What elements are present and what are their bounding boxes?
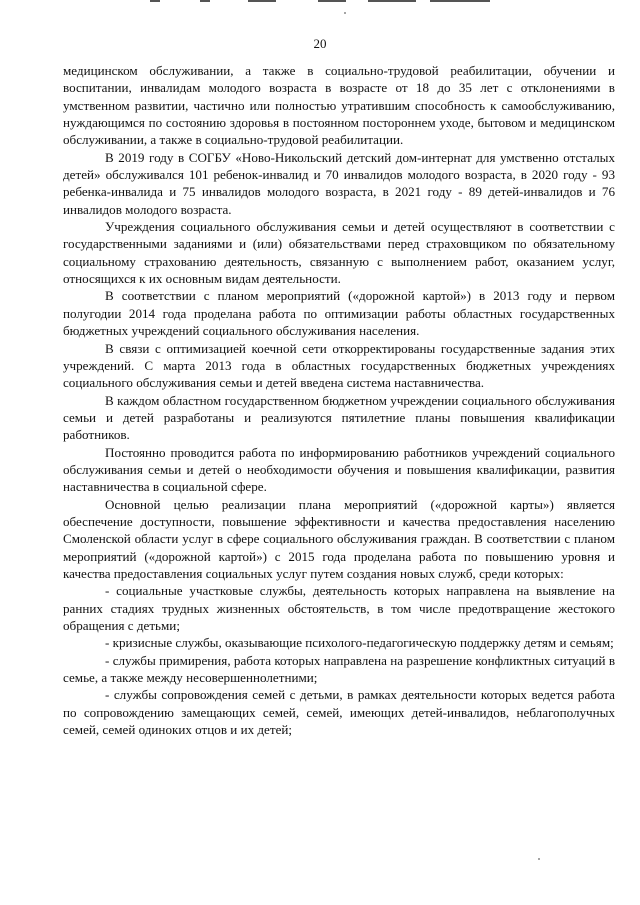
list-item: - службы примирения, работа которых направлена на разрешение конфликтных ситуаций в семье, а также между несовершеннолетними; — [63, 652, 615, 686]
paragraph: Основной целью реализации плана мероприятий («дорожной карты») является обеспечение доступности, повышение эффективности и качества предоставления населению Смоленской области услуг в сфере социального обслуживания граждан. В соответствии с планом мероприятий («дорожной картой») с 2015 года проделана работа по повышению уровня и качества предоставления социальных услуг путем создания новых служб, среди которых: — [63, 496, 615, 581]
list-item: - социальные участковые службы, деятельность которых направлена на выявление на ранних стадиях трудных жизненных обстоятельств, в том числе предотвращение жестокого обращения с детьми; — [63, 583, 615, 633]
list-item: - службы сопровождения семей с детьми, в рамках деятельности которых ведется работа по сопровождению замещающих семей, семей, имеющих детей-инвалидов, неблагополучных семей, семей одиноких отцов и их детей; — [63, 687, 615, 738]
body-text — [63, 62, 615, 738]
paragraph: Постоянно проводится работа по информированию работников учреждений социального обслуживания семьи и детей о необходимости обучения и повышения квалификации, развития наставничества в социальной сфере. — [63, 444, 615, 495]
page-number: 20 — [313, 36, 327, 51]
scan-top-edge-marks — [0, 0, 640, 4]
paragraph: медицинском обслуживании, а также в социально-трудовой реабилитации, обучении и воспитании, инвалидам молодого возраста в возрасте от 18 до 35 лет с отклонениями в умственном развитии, частично или полностью утратившим способность к самообслуживанию, нуждающимся по состоянию здоровья в постоянном постороннем уходе, бытовом и медицинском обслуживании, а также в социально-трудовой реабилитации. — [63, 63, 615, 148]
list-item: - кризисные службы, оказывающие психолого-педагогическую поддержку детям и семьям; — [105, 635, 614, 651]
paragraph: В каждом областном государственном бюджетном учреждении социального обслуживания семьи и детей разработаны и реализуются пятилетние планы повышения квалификации работников. — [63, 392, 615, 443]
paragraph: В связи с оптимизацией коечной сети откорректированы государственные задания этих учреждений. С марта 2013 года в областных государственных бюджетных учреждениях социального обслуживания семьи и детей введена система наставничества. — [63, 340, 615, 391]
paragraph: В соответствии с планом мероприятий («дорожной картой») в 2013 году и первом полугодии 2014 года проделана работа по оптимизации работы областных государственных бюджетных учреждений социального обслуживания населения. — [63, 288, 615, 339]
paragraph: Учреждения социального обслуживания семьи и детей осуществляют в соответствии с государственными заданиями и (или) обязательствами перед страховщиком по обязательному социальному страхованию деятельность, связанную с выполнением работ, оказанием услуг, относящихся к их основным видам деятельности. — [63, 219, 615, 287]
paragraph: В 2019 году в СОГБУ «Ново-Никольский детский дом-интернат для умственно отсталых детей» обслуживался 101 ребенок-инвалид и 70 инвалидов молодого возраста, в 2020 году - 93 ребенка-инвалида и 75 инвалидов молодого возраста, в 2021 году - 89 детей-инвалидов и 76 инвалидов молодого возраста. — [63, 149, 615, 217]
scan-speck — [538, 858, 540, 860]
scan-speck — [344, 12, 346, 14]
